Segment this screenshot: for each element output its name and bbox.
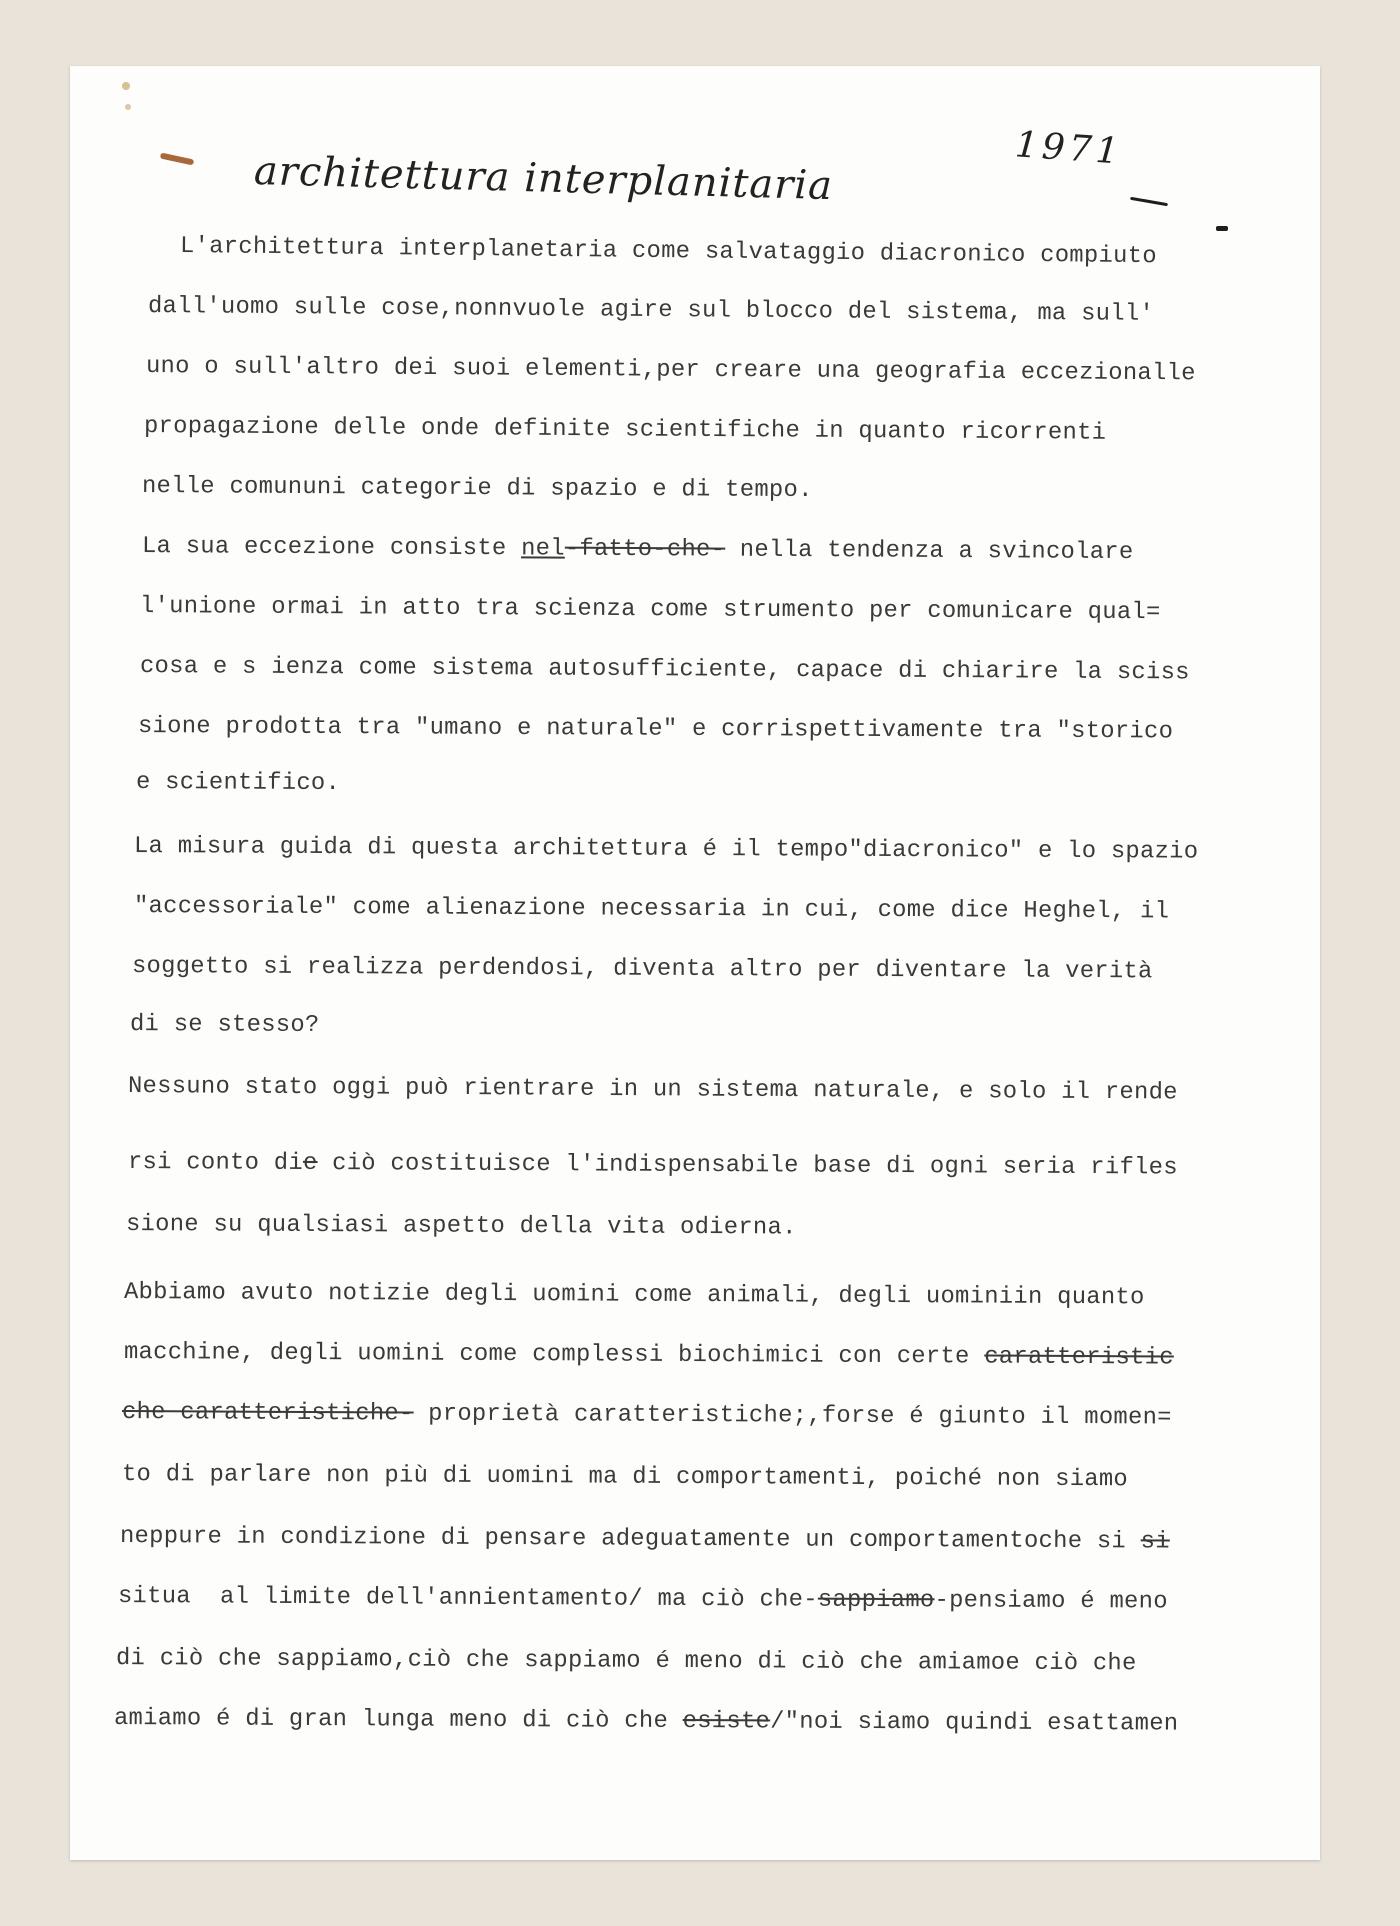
struck-text: si [1140, 1528, 1170, 1556]
text-line: di se stesso? [129, 1011, 320, 1039]
text-line [142, 532, 1134, 568]
text-line: e scientifico. [135, 769, 341, 798]
text-line: di ciò che sappiamo,ciò che sappiamo é meno di ciò che amiamoe ciò che [115, 1645, 1137, 1678]
line-start: neppure in condizione di pensare adeguatamente un comportamentoche si [119, 1523, 1127, 1556]
line-start: macchine, degli uomini come complessi biochimici con certe [123, 1339, 970, 1371]
line-rest: ciò costituisce l'indispensabile base di ogni seria rifles [317, 1149, 1178, 1182]
text-line: nelle comununi categorie di spazio e di tempo. [141, 473, 813, 505]
text-line: dall'uomo sulle cose,nonnvuole agire sul blocco del sistema, ma sull' [147, 293, 1155, 328]
struck-text: -fatto-che- [564, 535, 726, 564]
text-line [128, 1148, 1178, 1183]
text-line [120, 1522, 1170, 1557]
text-line: cosa e s ienza come sistema autosufficiente, capace di chiarire la sciss [139, 653, 1190, 687]
text-line: propagazione delle onde definite scientifiche in quanto ricorrenti [143, 413, 1107, 447]
line-start: amiamo é di gran lunga meno di ciò che [113, 1705, 669, 1735]
text-line: sione su qualsiasi aspetto della vita odierna. [125, 1211, 797, 1242]
text-line [124, 1338, 1174, 1373]
struck-text: caratteristic [984, 1343, 1174, 1372]
text-line [118, 1582, 1168, 1617]
line-rest: /"noi siamo quindi esattamen [770, 1708, 1179, 1738]
line-rest: -pensiamo é meno [934, 1587, 1168, 1616]
text-line: La misura guida di questa architettura é il tempo"diacronico" e lo spazio [133, 833, 1199, 866]
line-rest: proprietà caratteristiche;,forse é giunto il momen= [413, 1400, 1172, 1432]
line-start: rsi conto di [127, 1149, 304, 1177]
text-line: L'architettura interplanetaria come salvataggio diacronico compiuto [179, 233, 1157, 271]
text-line: sione prodotta tra "umano e naturale" e corrispettivamente tra "storico [137, 713, 1174, 746]
text-line: Nessuno stato oggi può rientrare in un sistema naturale, e solo il rende [127, 1073, 1178, 1107]
line-rest: nella tendenza a svincolare [725, 536, 1134, 567]
underlined-word: nel [521, 535, 565, 563]
struck-text: esiste [682, 1707, 771, 1736]
line-start: La sua eccezione consiste [141, 533, 507, 563]
text-line: to di parlare non più di uomini ma di comportamenti, poiché non siamo [121, 1461, 1129, 1494]
rust-stain [122, 82, 130, 90]
text-line: l'unione ormai in atto tra scienza come strumento per comunicare qual= [139, 593, 1161, 627]
handwritten-year: 1971 [1013, 124, 1124, 173]
text-line: Abbiamo avuto notizie degli uomini come animali, degli uominiin quanto [123, 1279, 1145, 1312]
line-start: situa al limite dell'annientamento/ ma ciò che- [117, 1583, 818, 1614]
struck-text: che caratteristiche- [121, 1399, 414, 1428]
text-line [114, 1704, 1179, 1740]
text-line: uno o sull'altro dei suoi elementi,per creare una geografia eccezionalle [145, 353, 1196, 388]
struck-text: e [302, 1149, 318, 1177]
struck-text: sappiamo [817, 1586, 935, 1615]
text-line: "accessoriale" come alienazione necessaria in cui, come dice Heghel, il [133, 893, 1170, 926]
text-line [122, 1398, 1172, 1433]
handwritten-title: architettura interplanitaria [253, 148, 834, 210]
rust-stain [125, 104, 131, 110]
pen-dot [1216, 226, 1228, 231]
text-line: soggetto si realizza perdendosi, diventa altro per diventare la verità [131, 953, 1153, 986]
